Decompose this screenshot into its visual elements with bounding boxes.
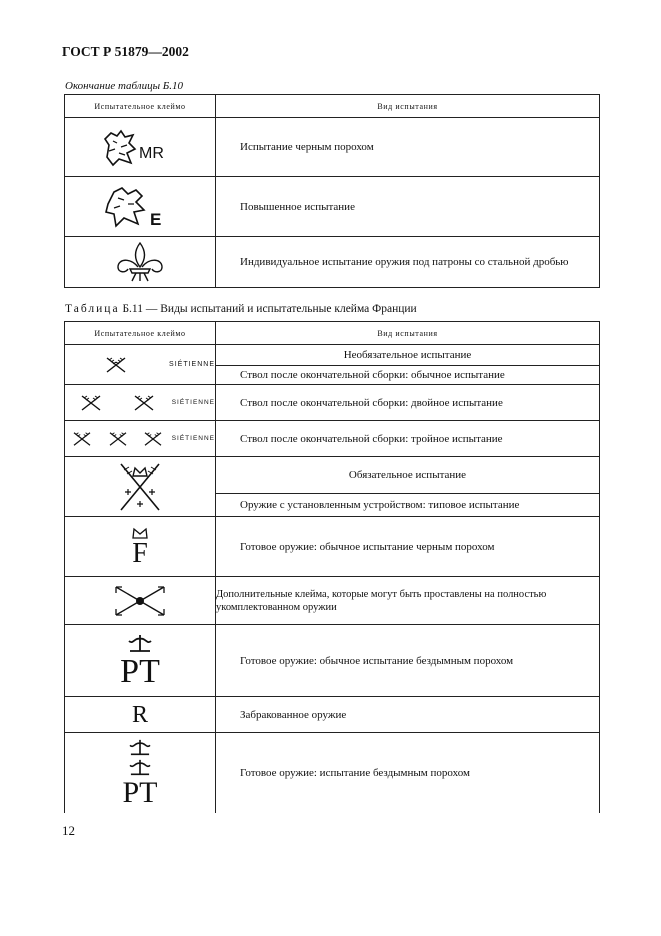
page-number: 12 (62, 823, 75, 838)
table-row (65, 517, 600, 577)
table-row (65, 421, 600, 457)
caption-prefix: Таблица (65, 303, 120, 315)
mark-e-text: E (150, 209, 162, 229)
sietienne-label: SIÉTIENNE (171, 399, 215, 406)
lion-mark-cell (65, 177, 216, 237)
caption-rest: Б.11 — Виды испытаний и испытательные клейма Франции (122, 303, 417, 315)
table-row (65, 577, 600, 625)
col-test-header: Вид испытания (216, 95, 600, 118)
mark-f-text: F (132, 537, 148, 569)
test-description: Ствол после окончательной сборки: двойное испытание (216, 385, 600, 421)
mark-mr-text: MR (139, 145, 164, 162)
crossed-palms-icon (143, 431, 163, 447)
table-row (65, 385, 600, 421)
test-description: Готовое оружие: обычное испытание бездымным порохом (216, 625, 600, 697)
crown-palms-icon (115, 460, 165, 514)
sietienne-label: SIÉTIENNE (169, 361, 215, 368)
sietienne-label: SIÉTIENNE (171, 435, 215, 442)
table-row (65, 625, 600, 697)
table2-caption (65, 303, 417, 315)
crown-f-mark-cell (65, 517, 216, 577)
test-description: Повышенное испытание (216, 177, 600, 237)
test-description: Испытание черным порохом (216, 118, 600, 177)
test-description: Забракованное оружие (216, 697, 600, 733)
r-mark-cell (65, 697, 216, 733)
test-cell (216, 457, 600, 517)
table-row (65, 177, 600, 237)
crossed-palms-icon (105, 356, 127, 374)
table-row (65, 118, 600, 177)
mark-pt-text: PT (122, 775, 158, 809)
test-description: Дополнительные клейма, которые могут быть проставлены на полностью укомплектованном оружии (216, 577, 600, 625)
fleur-crown-icon (125, 633, 155, 655)
test-description: Ствол после окончательной сборки: тройное испытание (216, 421, 600, 457)
fleur-crown-icon (125, 758, 155, 778)
sietienne-3-mark-cell (65, 421, 216, 457)
test-description: Ствол после окончательной сборки: обычное испытание (216, 365, 599, 384)
table1-caption: Окончание таблицы Б.10 (65, 80, 184, 92)
crown-palms-mark-cell (65, 457, 216, 517)
mark-r-text: R (131, 701, 148, 728)
col-test-header: Вид испытания (216, 322, 600, 345)
table-header-row (65, 322, 600, 345)
sietienne-1-mark-cell (65, 345, 216, 385)
crossed-palms-icon (80, 394, 102, 412)
test-description: Готовое оружие: обычное испытание черным порохом (216, 517, 600, 577)
col-marks-header: Испытательное клеймо (65, 322, 216, 345)
mandatory-test-header: Обязательное испытание (348, 469, 467, 481)
table-header-row (65, 95, 600, 118)
arrows-mark-cell (65, 577, 216, 625)
table-row (65, 457, 600, 517)
crown-pt-mark-cell (65, 625, 216, 697)
crossed-palms-icon (133, 394, 155, 412)
table-row (65, 345, 600, 385)
fleur-mark-cell (65, 237, 216, 288)
document-header: ГОСТ Р 51879—2002 (62, 44, 189, 59)
crossed-palms-icon (72, 431, 92, 447)
table-row (65, 237, 600, 288)
fleur-de-lis-icon (112, 239, 168, 285)
test-description: Оружие с установленным устройством: типовое испытание (216, 493, 599, 516)
lion-head-icon (99, 127, 139, 167)
table-row (65, 697, 600, 733)
mark-pt-text: PT (120, 652, 160, 690)
double-crown-pt-mark-cell (65, 733, 216, 813)
test-cell (216, 345, 600, 385)
table-b11 (64, 321, 600, 813)
lion-rampant-icon (102, 182, 148, 228)
crossed-palms-icon (108, 431, 128, 447)
test-description: Готовое оружие: испытание бездымным порохом (216, 733, 600, 813)
lion-mark-cell (65, 118, 216, 177)
fleur-crown-icon (125, 738, 155, 758)
table-b10 (64, 94, 600, 288)
table-row (65, 733, 600, 813)
col-marks-header: Испытательное клеймо (65, 95, 216, 118)
test-description: Индивидуальное испытание оружия под патроны со стальной дробью (216, 237, 600, 288)
sietienne-2-mark-cell (65, 385, 216, 421)
arrows-cross-icon (110, 583, 170, 619)
optional-test-header: Необязательное испытание (343, 349, 472, 361)
